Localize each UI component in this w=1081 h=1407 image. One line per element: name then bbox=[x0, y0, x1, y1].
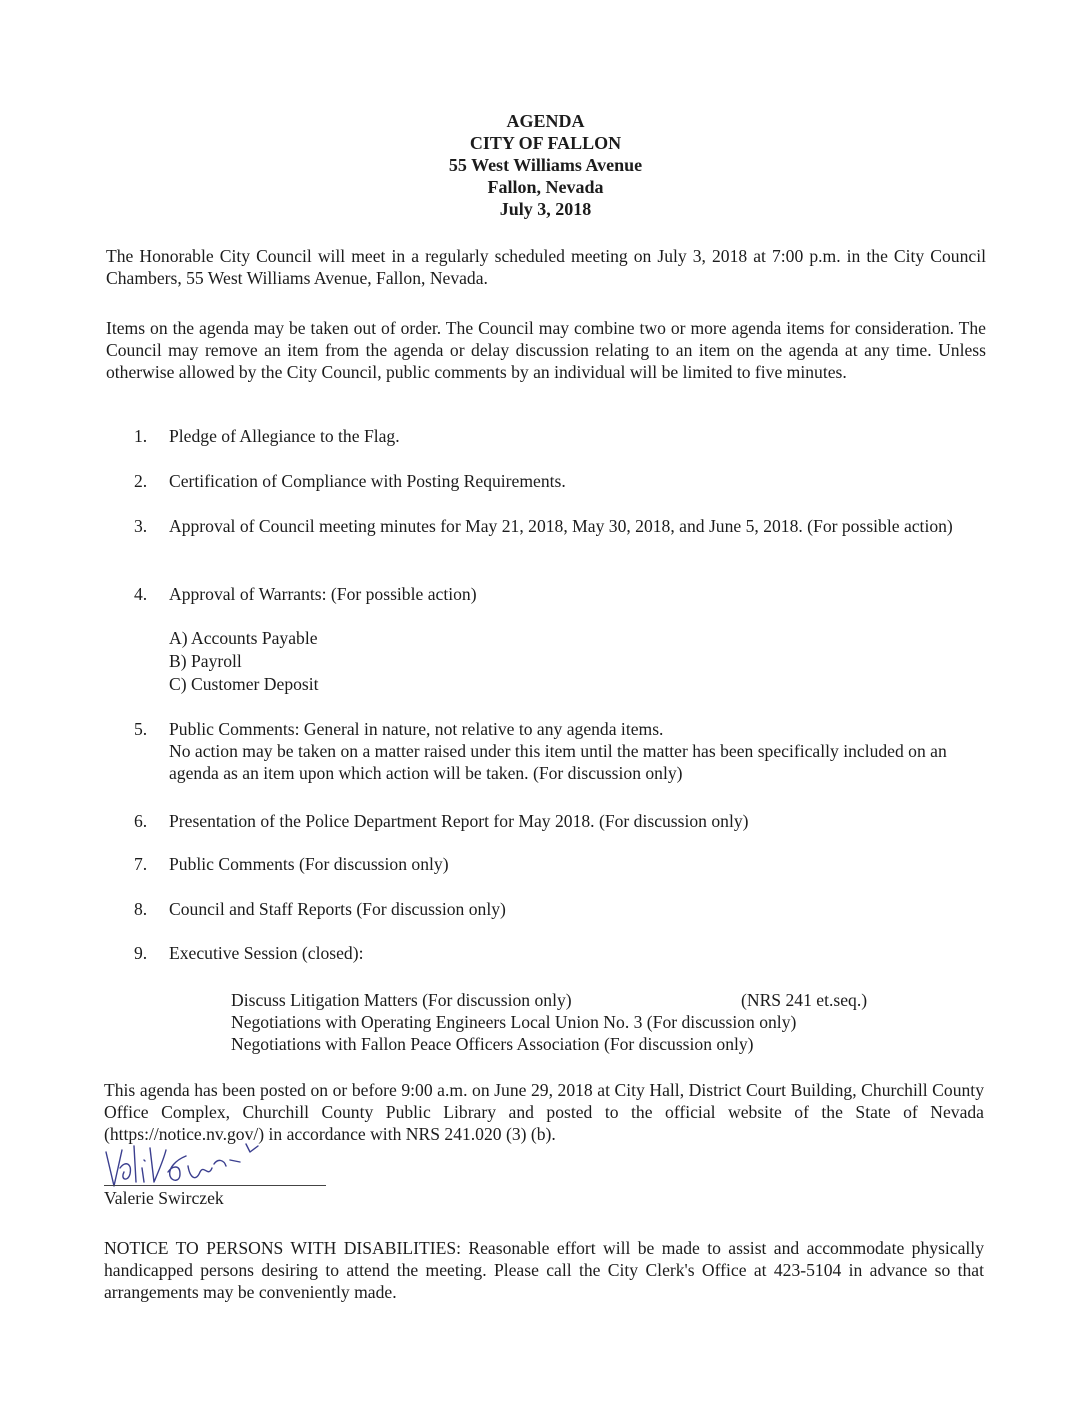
item-text: Public Comments: General in nature, not relative to any agenda items. bbox=[169, 719, 664, 739]
header-location: Fallon, Nevada bbox=[487, 177, 604, 197]
item-number: 7. bbox=[134, 854, 148, 874]
item-number: 8. bbox=[134, 899, 148, 919]
executive-line: Negotiations with Fallon Peace Officers Association (For discussion only) bbox=[231, 1034, 754, 1054]
item-text: Presentation of the Police Department Report for May 2018. (For discussion only) bbox=[169, 811, 749, 831]
agenda-item bbox=[134, 942, 994, 964]
item-text: Pledge of Allegiance to the Flag. bbox=[169, 426, 400, 446]
agenda-item bbox=[134, 425, 994, 447]
item-number: 5. bbox=[134, 719, 148, 739]
header-title: AGENDA bbox=[506, 111, 585, 131]
nrs-reference: (NRS 241 et.seq.) bbox=[741, 990, 868, 1010]
item-number: 1. bbox=[134, 426, 148, 446]
agenda-item bbox=[134, 810, 994, 832]
item-text: Approval of Warrants: (For possible action) bbox=[169, 584, 477, 604]
header-date: July 3, 2018 bbox=[499, 199, 592, 219]
intro-paragraph: The Honorable City Council will meet in a regularly scheduled meeting on July 3, 2018 at 7:00 p.m. in the City Council Chambers, 55 West Williams Avenue, Fallon, Nevada. bbox=[106, 246, 986, 288]
item-text-detail: No action may be taken on a matter raised under this item until the matter has been specifically included on an agenda as an item upon which action will be taken. (For discussion only) bbox=[169, 741, 947, 783]
item-text: Executive Session (closed): bbox=[169, 943, 364, 963]
item-number: 2. bbox=[134, 471, 148, 491]
executive-line: Negotiations with Operating Engineers Local Union No. 3 (For discussion only) bbox=[231, 1012, 797, 1032]
agenda-item bbox=[134, 898, 994, 920]
handwritten-signature bbox=[100, 1138, 270, 1190]
header-city: CITY OF FALLON bbox=[469, 133, 622, 153]
rules-paragraph: Items on the agenda may be taken out of order. The Council may combine two or more agenda items for consideration. The Council may remove an item from the agenda or delay discussion relating to an item on the agenda at any time. Unless otherwise allowed by the City Council, public comments by an individual will be limited to five minutes. bbox=[106, 318, 986, 382]
header-address: 55 West Williams Avenue bbox=[448, 155, 643, 175]
item-text: Certification of Compliance with Posting Requirements. bbox=[169, 471, 566, 491]
disability-notice: NOTICE TO PERSONS WITH DISABILITIES: Reasonable effort will be made to assist and accommodate physically handicapped persons desiring to attend the meeting. Please call the City Clerk's Office at 423-5104 in advance so that arrangements may be conveniently made. bbox=[104, 1238, 984, 1302]
item-number: 3. bbox=[134, 516, 148, 536]
agenda-item bbox=[134, 470, 994, 492]
signer-name: Valerie Swirczek bbox=[104, 1188, 224, 1208]
item-number: 4. bbox=[134, 584, 148, 604]
agenda-item bbox=[134, 853, 994, 875]
agenda-item bbox=[134, 718, 994, 784]
executive-line bbox=[231, 990, 868, 1011]
agenda-item bbox=[134, 583, 994, 605]
item-number: 6. bbox=[134, 811, 148, 831]
warrant-subitem: A) Accounts Payable bbox=[169, 628, 318, 648]
executive-topic: Discuss Litigation Matters (For discussion only) bbox=[231, 990, 572, 1010]
agenda-item bbox=[134, 515, 994, 537]
item-text: Approval of Council meeting minutes for May 21, 2018, May 30, 2018, and June 5, 2018. (For possible action) bbox=[169, 516, 953, 536]
agenda-header bbox=[0, 110, 1081, 220]
warrant-subitem: C) Customer Deposit bbox=[169, 674, 319, 694]
signature-line bbox=[104, 1185, 326, 1186]
posting-statement: This agenda has been posted on or before 9:00 a.m. on June 29, 2018 at City Hall, District Court Building, Churchill County Office Complex, Churchill County Public Library and posted to the official website of the State of Nevada (https://notice.nv.gov/) in accordance with NRS 241.020 (3) (b). bbox=[104, 1080, 984, 1144]
item-text: Council and Staff Reports (For discussion only) bbox=[169, 899, 506, 919]
item-number: 9. bbox=[134, 943, 148, 963]
warrant-subitem: B) Payroll bbox=[169, 651, 242, 671]
item-text: Public Comments (For discussion only) bbox=[169, 854, 449, 874]
